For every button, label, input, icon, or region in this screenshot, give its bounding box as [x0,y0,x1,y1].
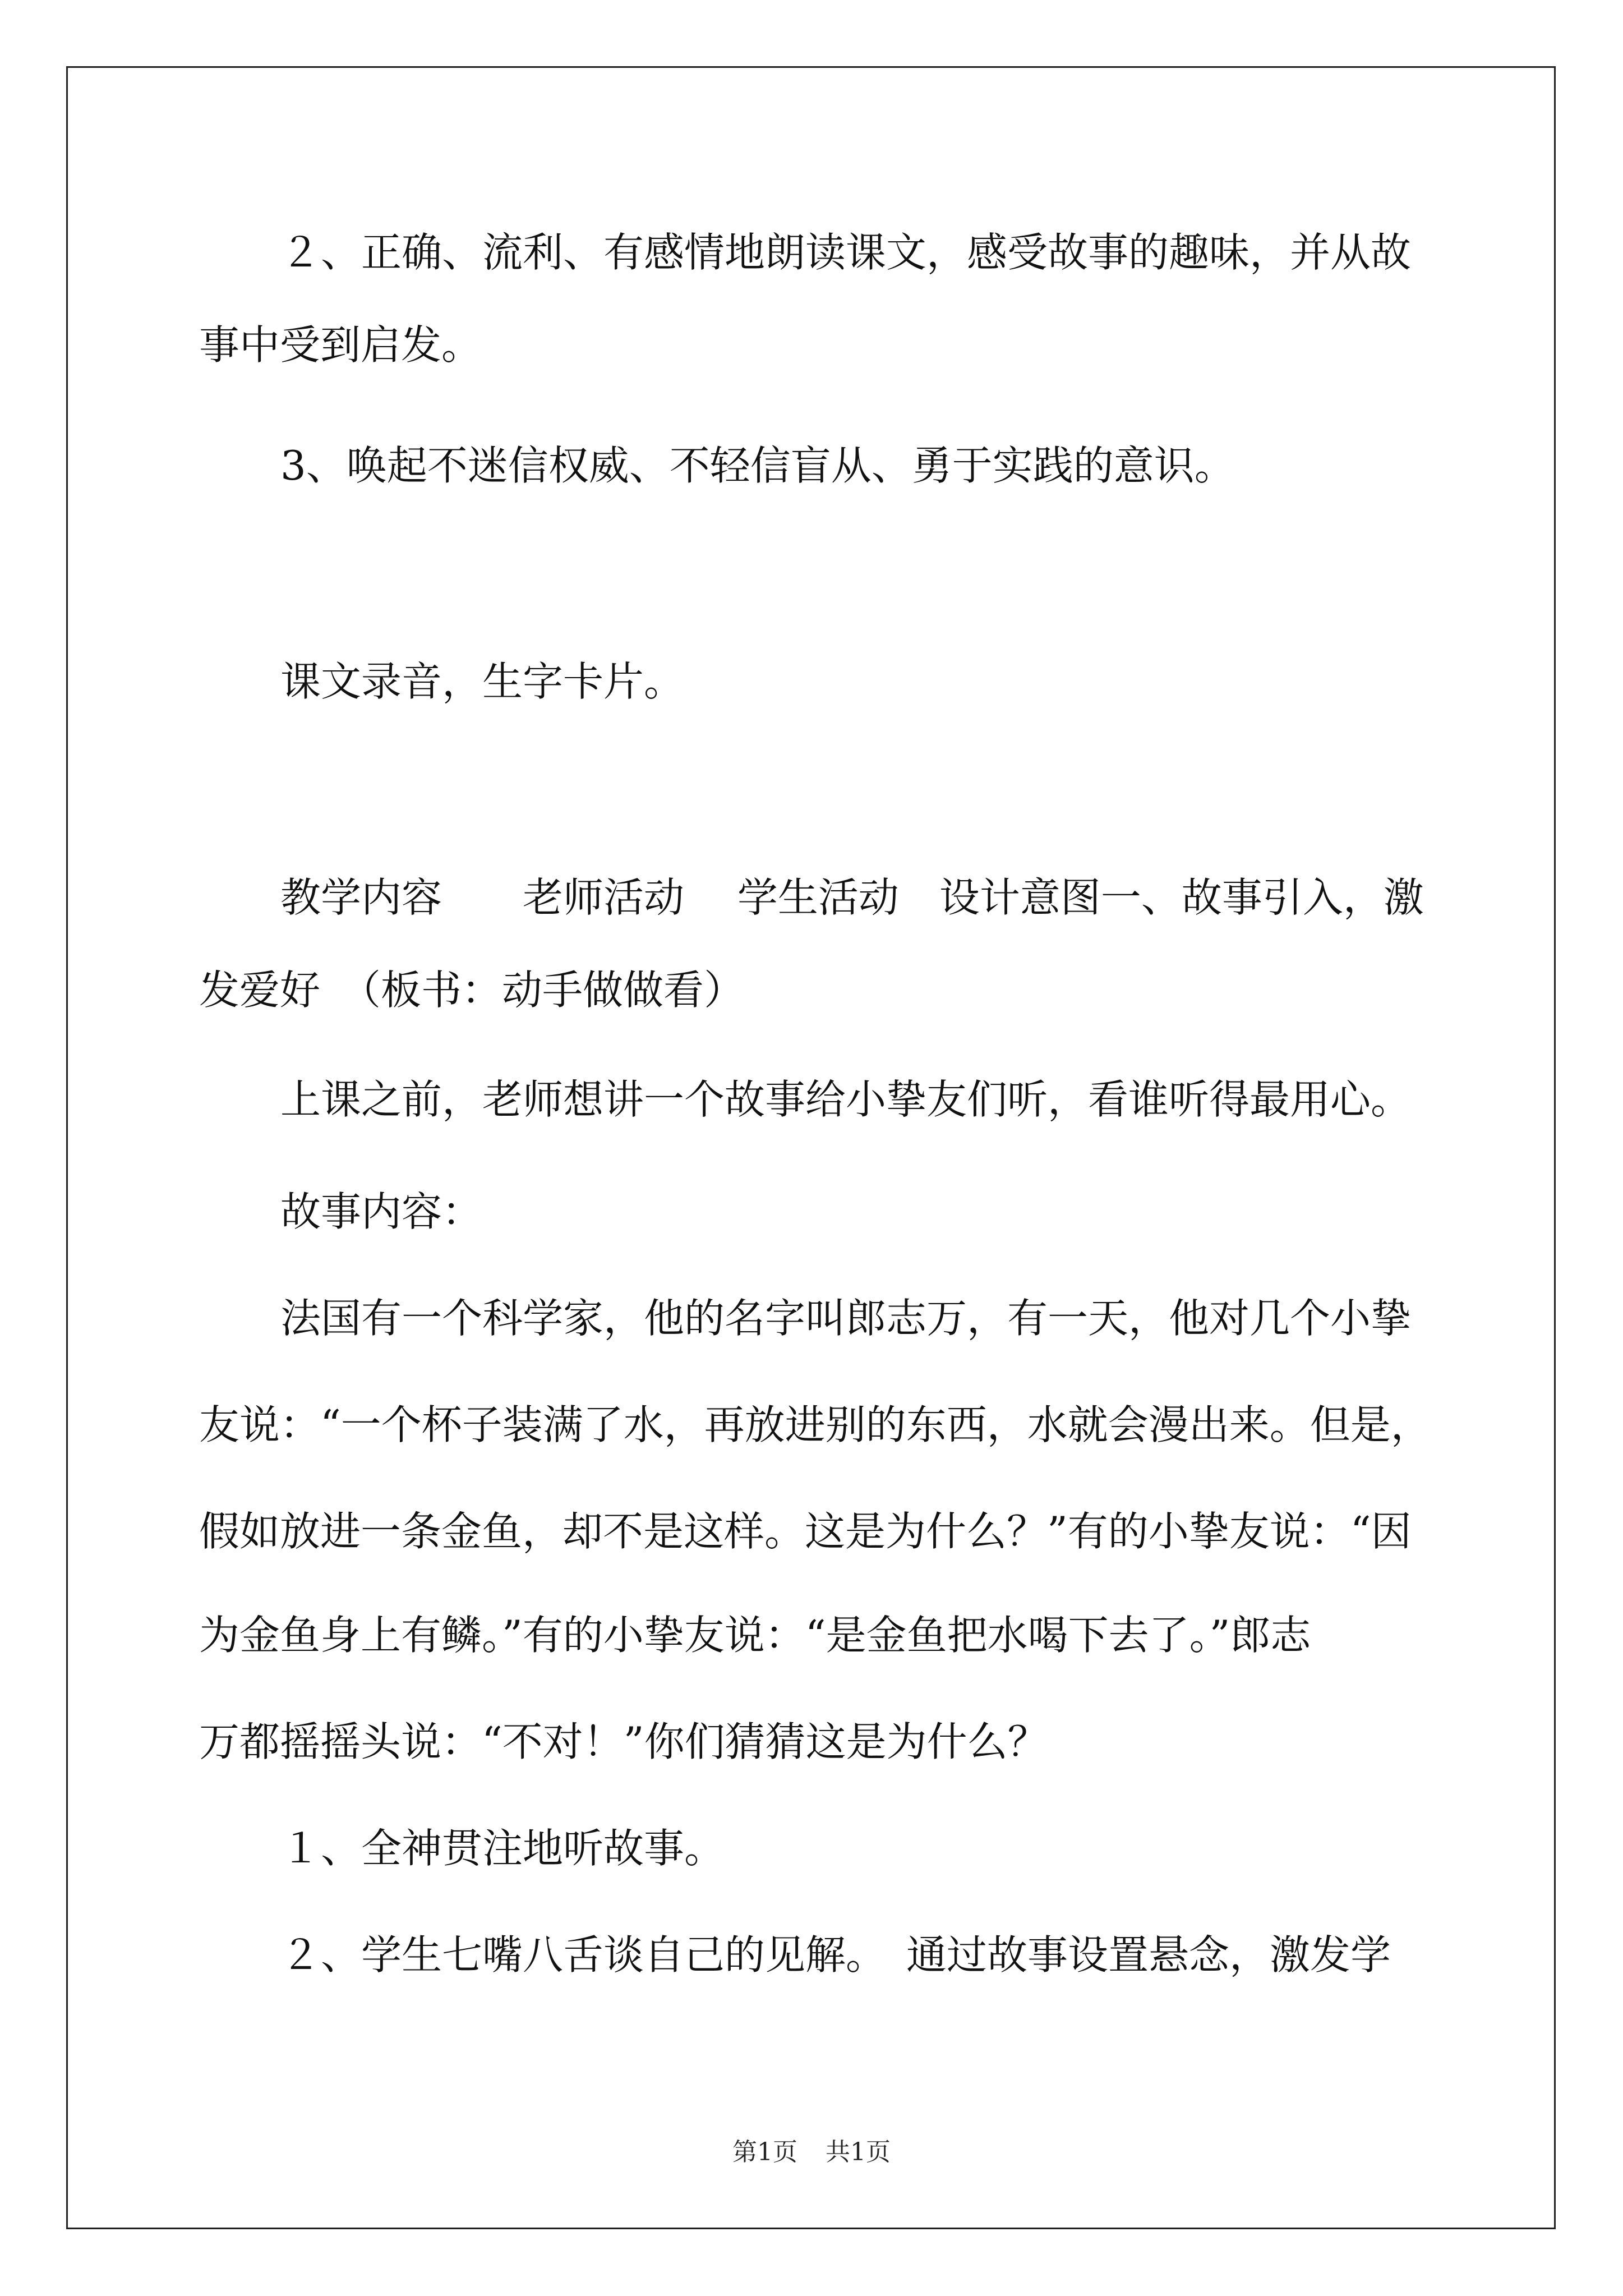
page-footer [0,2132,1623,2168]
text-line: 3、唤起不迷信权威、不轻信盲从、勇于实践的意识。 [280,442,1235,489]
text-line: 万都摇摇头说：“不对！”你们猜猜这是为什么？ [199,1718,1048,1765]
page-number: 第1页 [732,2138,797,2166]
page-total: 共1页 [826,2138,891,2166]
text-line: 上课之前，老师想讲一个故事给小挚友们听，看谁听得最用心。 [280,1076,1412,1123]
text-line: ２、正确、流利、有感情地朗读课文，感受故事的趣味，并从故 [280,229,1412,276]
text-line: 发爱好 （板书：动手做做看） [199,967,745,1014]
text-line: 课文录音，生字卡片。 [280,658,685,705]
page-border [66,66,1556,2229]
text-line: 教学内容 老师活动 学生活动 设计意图一、故事引入，激 [280,874,1424,921]
text-line: 假如放进一条金鱼，却不是这样。这是为什么？”有的小挚友说：“因 [199,1508,1412,1555]
text-line: 法国有一个科学家，他的名字叫郎志万，有一天，他对几个小挚 [280,1295,1412,1342]
text-line: 事中受到启发。 [199,321,482,369]
text-line: ２、学生七嘴八舌谈自己的见解。 通过故事设置悬念，激发学 [280,1931,1391,1978]
text-line: 故事内容： [280,1188,483,1235]
text-line: 为金鱼身上有鳞。”有的小挚友说：“是金鱼把水喝下去了。”郎志 [199,1612,1311,1659]
text-line: １、全神贯注地听故事。 [280,1825,725,1872]
text-line: 友说：“一个杯子装满了水，再放进别的东西，水就会漫出来。但是， [199,1401,1431,1448]
